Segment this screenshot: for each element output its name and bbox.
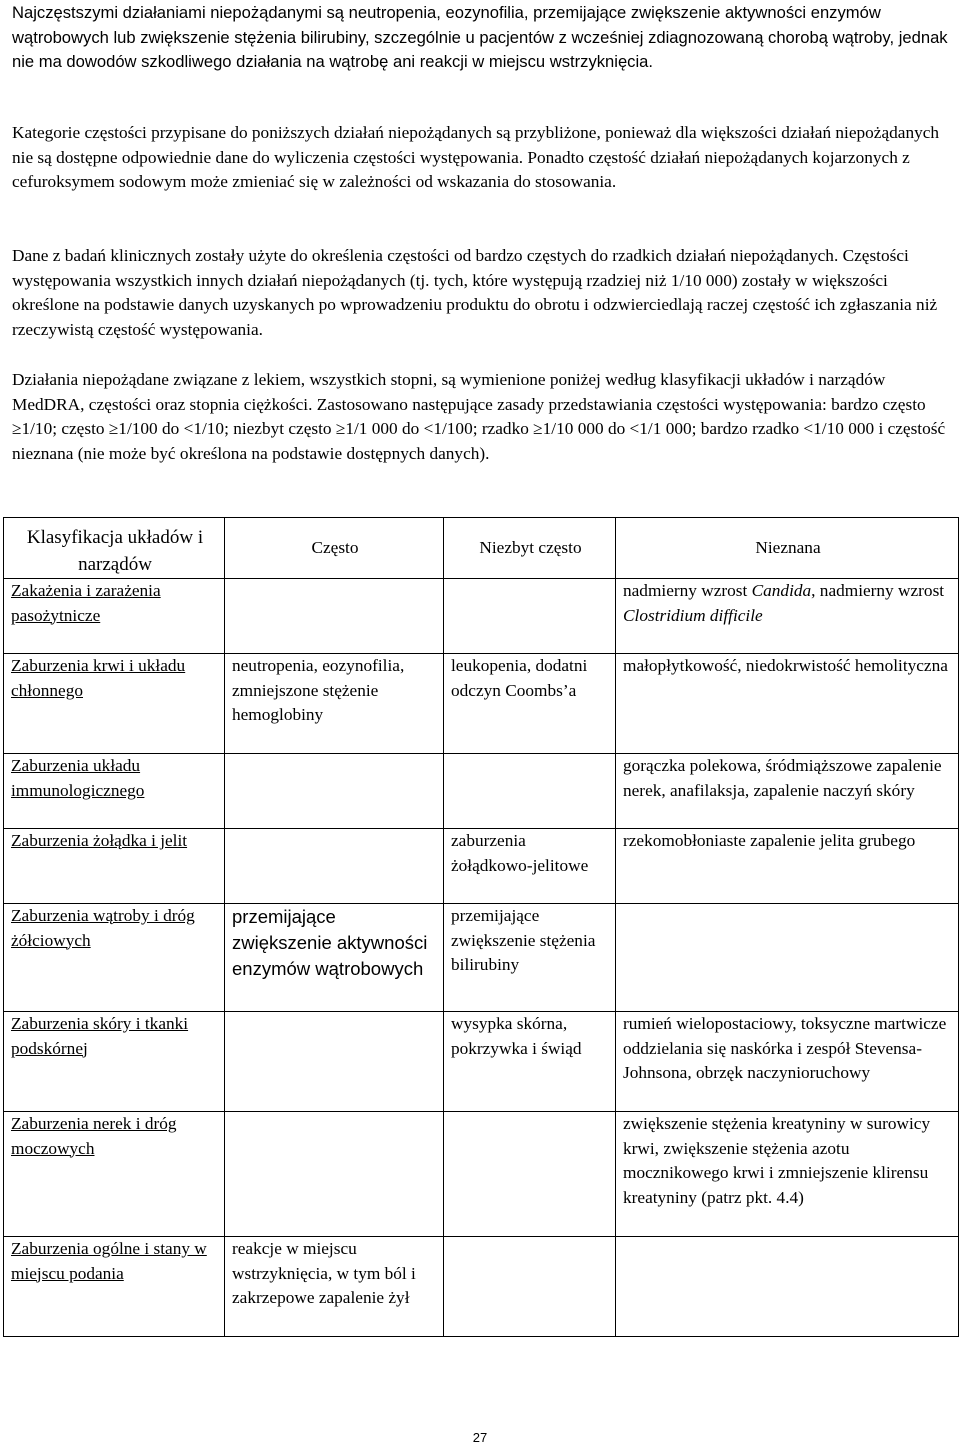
soc-cell: Zaburzenia nerek i dróg moczowych <box>4 1112 225 1237</box>
czesto-cell <box>225 1012 444 1112</box>
table-row <box>4 1012 959 1112</box>
table-row <box>4 1112 959 1237</box>
czesto-cell: przemijające zwiększenie aktywności enzymów wątrobowych <box>225 904 444 1012</box>
niezbyt-cell: wysypka skórna, pokrzywka i świąd <box>444 1012 616 1112</box>
czesto-cell <box>225 754 444 829</box>
header-klasyfikacja: Klasyfikacja układów i narządów <box>4 518 225 579</box>
soc-cell: Zaburzenia ogólne i stany w miejscu podania <box>4 1237 225 1337</box>
table-row <box>4 754 959 829</box>
page-number: 27 <box>472 1430 488 1445</box>
soc-cell: Zaburzenia układu immunologicznego <box>4 754 225 829</box>
nieznana-cell <box>616 1237 959 1337</box>
paragraph-frequency-categories: Kategorie częstości przypisane do poniższych działań niepożądanych są przybliżone, ponieważ dla większości działań niepożądanych nie są dostępne odpowiednie dane do wyliczenia częstości występowania. Ponadto częstość działań niepożądanych kojarzonych z cefuroksymem sodowym może zmieniać się w zależności od wskazania do stosowania. <box>12 123 940 192</box>
adverse-effects-table <box>3 517 959 1337</box>
nieznana-cell: rzekomobłoniaste zapalenie jelita grubego <box>616 829 959 904</box>
soc-cell: Zaburzenia wątroby i dróg żółciowych <box>4 904 225 1012</box>
paragraph-adverse-effects-summary: Najczęstszymi działaniami niepożądanymi są neutropenia, eozynofilia, przemijające zwiększenie aktywności enzymów wątrobowych lub zwiększenie stężenia bilirubiny, szczególnie u pacjentów z wcześniej zdiagnozowaną chorobą wątroby, jednak nie ma dowodów szkodliwego działania na wątrobę ani reakcji w miejscu wstrzyknięcia. <box>12 3 948 72</box>
nieznana-cell: nadmierny wzrost Candida, nadmierny wzrost Clostridium difficile <box>616 579 959 654</box>
header-nieznana: Nieznana <box>616 518 959 579</box>
table-row <box>4 904 959 1012</box>
niezbyt-cell: leukopenia, dodatni odczyn Coombs’a <box>444 654 616 754</box>
nieznana-cell: zwiększenie stężenia kreatyniny w surowicy krwi, zwiększenie stężenia azotu mocznikowego krwi i zmniejszenie klirensu kreatyniny (patrz pkt. 4.4) <box>616 1112 959 1237</box>
table-row <box>4 579 959 654</box>
niezbyt-cell <box>444 579 616 654</box>
nieznana-cell <box>616 904 959 1012</box>
soc-cell: Zaburzenia żołądka i jelit <box>4 829 225 904</box>
niezbyt-cell: przemijające zwiększenie stężenia bilirubiny <box>444 904 616 1012</box>
czesto-cell <box>225 1112 444 1237</box>
czesto-cell <box>225 829 444 904</box>
niezbyt-cell <box>444 1237 616 1337</box>
paragraph-meddra-classification: Działania niepożądane związane z lekiem, wszystkich stopni, są wymienione poniżej według klasyfikacji układów i narządów MedDRA, częstości oraz stopnia ciężkości. Zastosowano następujące zasady przedstawiania częstości występowania: bardzo często ≥1/10; często ≥1/100 do <1/10; niezbyt często ≥1/1 000 do <1/100; rzadko ≥1/10 000 do <1/1 000; bardzo rzadko <1/10 000 i częstość nieznana (nie może być określona na podstawie dostępnych danych). <box>12 370 946 463</box>
soc-cell: Zakażenia i zarażenia pasożytnicze <box>4 579 225 654</box>
header-niezbyt-czesto: Niezbyt często <box>444 518 616 579</box>
nieznana-cell: małopłytkowość, niedokrwistość hemolityczna <box>616 654 959 754</box>
nieznana-cell: gorączka polekowa, śródmiąższowe zapalenie nerek, anafilaksja, zapalenie naczyń skóry <box>616 754 959 829</box>
czesto-cell: neutropenia, eozynofilia, zmniejszone stężenie hemoglobiny <box>225 654 444 754</box>
table-row <box>4 1237 959 1337</box>
niezbyt-cell <box>444 1112 616 1237</box>
soc-cell: Zaburzenia skóry i tkanki podskórnej <box>4 1012 225 1112</box>
table-row <box>4 829 959 904</box>
niezbyt-cell: zaburzenia żołądkowo-jelitowe <box>444 829 616 904</box>
paragraph-clinical-data: Dane z badań klinicznych zostały użyte do określenia częstości od bardzo częstych do rzadkich działań niepożądanych. Częstości występowania wszystkich innych działań niepożądanych (tj. tych, które występują rzadziej niż 1/10 000) zostały w większości określone na podstawie danych uzyskanych po wprowadzeniu produktu do obrotu i odzwierciedlają raczej częstość ich zgłaszania niż rzeczywistą częstość występowania. <box>12 246 938 339</box>
czesto-cell <box>225 579 444 654</box>
soc-cell: Zaburzenia krwi i układu chłonnego <box>4 654 225 754</box>
niezbyt-cell <box>444 754 616 829</box>
table-row <box>4 654 959 754</box>
nieznana-cell: rumień wielopostaciowy, toksyczne martwicze oddzielania się naskórka i zespół Stevensa-Johnsona, obrzęk naczynioruchowy <box>616 1012 959 1112</box>
czesto-cell: reakcje w miejscu wstrzyknięcia, w tym ból i zakrzepowe zapalenie żył <box>225 1237 444 1337</box>
header-czesto: Często <box>225 518 444 579</box>
table-header-row <box>4 518 959 579</box>
